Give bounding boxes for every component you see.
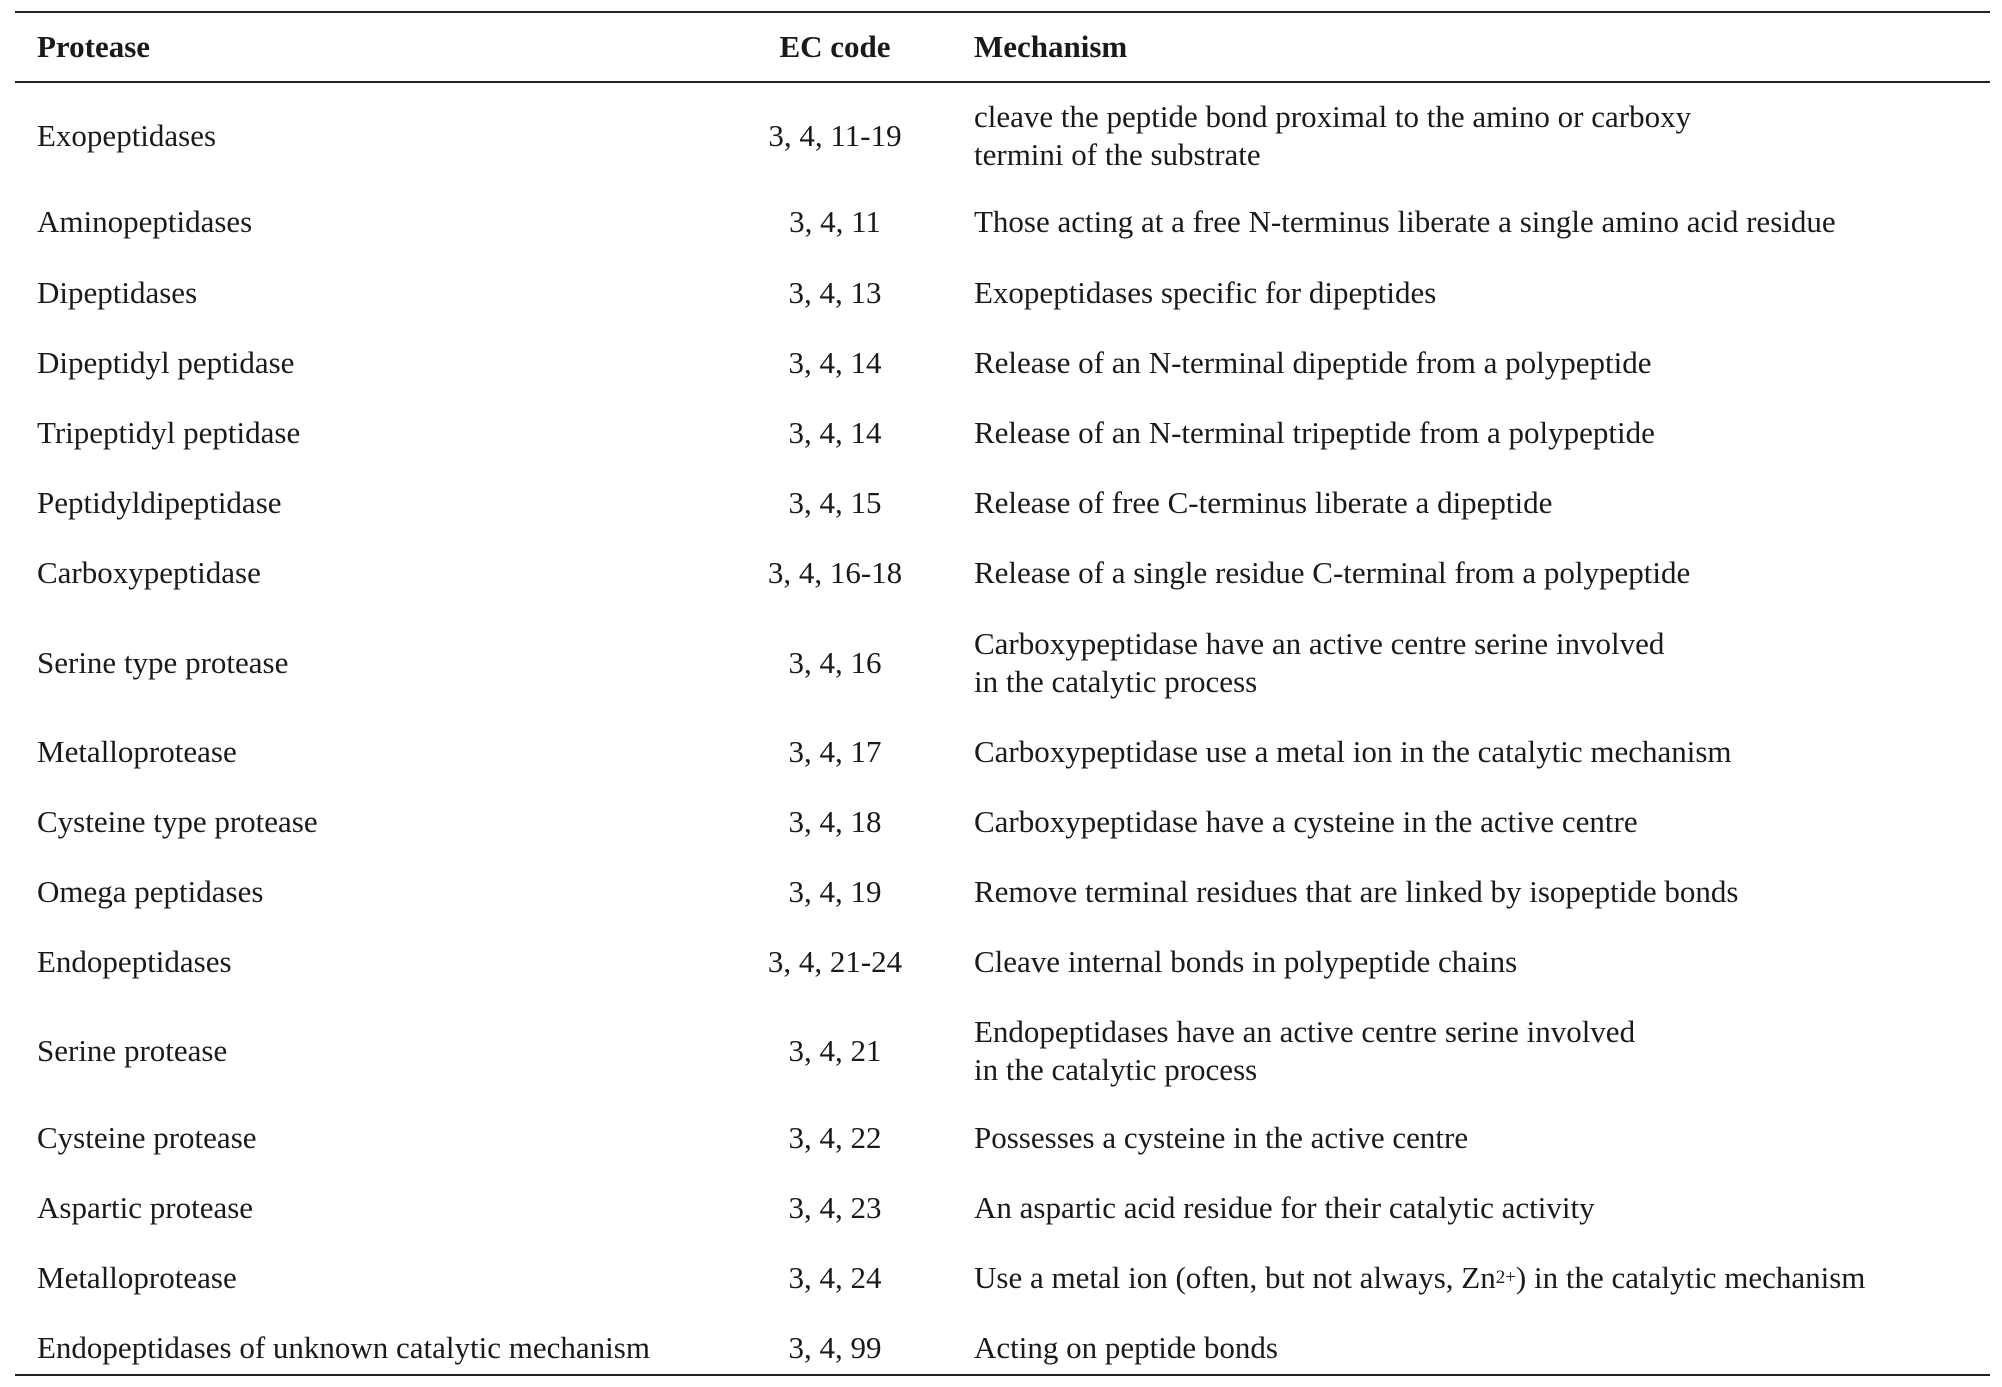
table-row (0, 554, 2002, 592)
table-row (0, 1119, 2002, 1157)
ec-code-cell: 3, 4, 11 (789, 204, 881, 239)
mechanism-cell: Remove terminal residues that are linked by isopeptide bonds (974, 874, 1739, 909)
table-row (0, 203, 2002, 241)
mechanism-cell: Release of free C-terminus liberate a dipeptide (974, 485, 1553, 520)
protease-cell: Serine protease (37, 1033, 228, 1068)
protease-cell: Serine type protease (37, 645, 289, 680)
table-row (0, 1189, 2002, 1227)
ec-code-cell: 3, 4, 13 (788, 275, 882, 310)
ec-code-cell: 3, 4, 16 (788, 645, 882, 680)
mechanism-cell: Use a metal ion (often, but not always, Zn 2+ ) in the catalytic mechanism (974, 1260, 1866, 1295)
table-header-rule (15, 81, 1990, 83)
table-row (0, 803, 2002, 841)
protease-cell: Dipeptidases (37, 275, 198, 310)
table-row (0, 1329, 2002, 1367)
ec-code-cell: 3, 4, 23 (788, 1190, 882, 1225)
ec-code-cell: 3, 4, 19 (788, 874, 882, 909)
header-mechanism: Mechanism (974, 29, 1128, 64)
mechanism-cell: Carboxypeptidase have a cysteine in the active centre (974, 804, 1638, 839)
protease-cell: Aminopeptidases (37, 204, 253, 239)
protease-cell: Metalloprotease (37, 734, 237, 769)
protease-cell: Cysteine type protease (37, 804, 318, 839)
mechanism-cell: Release of an N-terminal tripeptide from a polypeptide (974, 415, 1655, 450)
protease-cell: Exopeptidases (37, 118, 217, 153)
ec-code-cell: 3, 4, 14 (788, 345, 882, 380)
ec-code-cell: 3, 4, 18 (788, 804, 882, 839)
mechanism-cell: Carboxypeptidase use a metal ion in the catalytic mechanism (974, 734, 1732, 769)
protease-cell: Metalloprotease (37, 1260, 237, 1295)
mechanism-cell: Endopeptidases have an active centre serine involved in the catalytic process (974, 1014, 1636, 1087)
table-top-rule (15, 11, 1990, 13)
table-bottom-rule (15, 1374, 1990, 1376)
mechanism-cell: Carboxypeptidase have an active centre serine involved in the catalytic process (974, 626, 1665, 699)
table-row (0, 733, 2002, 771)
mechanism-text-pre: Use a metal ion (often, but not always, Zn (974, 1260, 1496, 1295)
table-row (0, 414, 2002, 452)
ec-code-cell: 3, 4, 21-24 (767, 944, 903, 979)
protease-cell: Omega peptidases (37, 874, 264, 909)
ec-code-cell: 3, 4, 14 (788, 415, 882, 450)
protease-cell: Endopeptidases (37, 944, 232, 979)
protease-cell: Cysteine protease (37, 1120, 257, 1155)
mechanism-cell: An aspartic acid residue for their catalytic activity (974, 1190, 1595, 1225)
ec-code-cell: 3, 4, 24 (788, 1260, 882, 1295)
protease-cell: Aspartic protease (37, 1190, 254, 1225)
table-row (0, 873, 2002, 911)
mechanism-cell: Possesses a cysteine in the active centre (974, 1120, 1469, 1155)
table-row (0, 274, 2002, 312)
table-row (0, 484, 2002, 522)
mechanism-cell: Exopeptidases specific for dipeptides (974, 275, 1437, 310)
table-row (0, 1013, 2002, 1089)
mechanism-cell: Release of a single residue C-terminal from a polypeptide (974, 555, 1691, 590)
ec-code-cell: 3, 4, 17 (788, 734, 882, 769)
header-ec-code: EC code (779, 29, 891, 64)
mechanism-cell: Cleave internal bonds in polypeptide chains (974, 944, 1518, 979)
table-row (0, 625, 2002, 701)
mechanism-cell: cleave the peptide bond proximal to the amino or carboxy termini of the substrate (974, 99, 1692, 172)
protease-cell: Tripeptidyl peptidase (37, 415, 301, 450)
ec-code-cell: 3, 4, 22 (788, 1120, 882, 1155)
ec-code-cell: 3, 4, 21 (788, 1033, 882, 1068)
ec-code-cell: 3, 4, 11-19 (768, 118, 902, 153)
ec-code-cell: 3, 4, 15 (788, 485, 882, 520)
mechanism-cell: Release of an N-terminal dipeptide from a polypeptide (974, 345, 1652, 380)
mechanism-cell: Acting on peptide bonds (974, 1330, 1278, 1365)
protease-cell: Carboxypeptidase (37, 555, 261, 590)
table-row (0, 98, 2002, 174)
ec-code-cell: 3, 4, 99 (788, 1330, 882, 1365)
ec-code-cell: 3, 4, 16-18 (767, 555, 903, 590)
table-header (0, 24, 2002, 70)
header-protease: Protease (37, 29, 151, 64)
mechanism-cell: Those acting at a free N-terminus liberate a single amino acid residue (974, 204, 1836, 239)
table-row (0, 1259, 2002, 1297)
mechanism-text-post: ) in the catalytic mechanism (1515, 1260, 1866, 1295)
table-row (0, 943, 2002, 981)
protease-cell: Endopeptidases of unknown catalytic mechanism (37, 1330, 650, 1365)
table-row (0, 344, 2002, 382)
protease-cell: Dipeptidyl peptidase (37, 345, 295, 380)
protease-cell: Peptidyldipeptidase (37, 485, 282, 520)
